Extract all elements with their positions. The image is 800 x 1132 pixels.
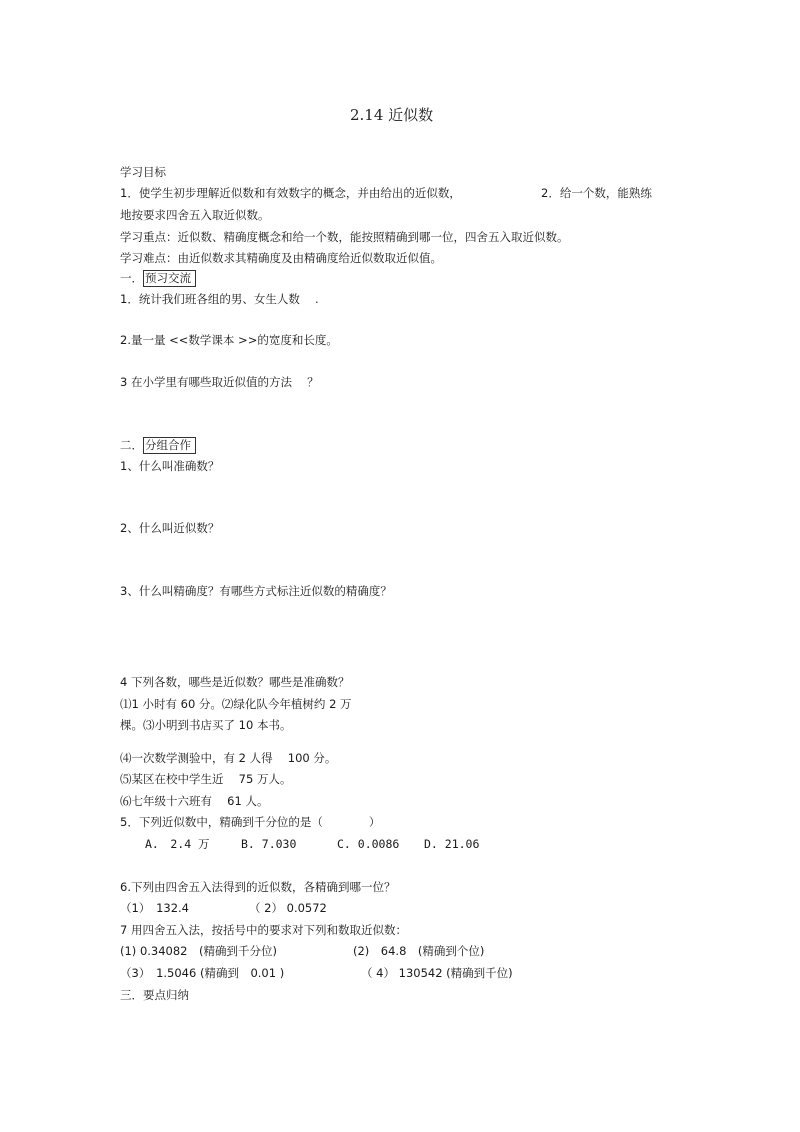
question-4-line-4: ⑸某区在校中学生近 75 万人。: [120, 772, 292, 786]
question-4-stem: 4 下列各数，哪些是近似数？哪些是准确数？: [120, 675, 350, 689]
section-1-question-3: 3 在小学里有哪些取近似值的方法 ？: [120, 375, 319, 389]
goal-2-text: 2．给一个数，能熟练: [541, 186, 652, 200]
question-7-stem: 7 用四舍五入法，按括号中的要求对下列和数取近似数：: [120, 923, 407, 937]
section-2-question-2: 2、什么叫近似数？: [120, 521, 220, 535]
key-points: 学习重点：近似数、精确度概念和给一个数，能按照精确到哪一位，四舍五入取近似数。: [120, 230, 569, 244]
difficulty-points: 学习难点：由近似数求其精确度及由精确度给近似数取近似值。: [120, 251, 442, 265]
question-5-option-c: C. 0.0086: [337, 837, 400, 851]
page-title: 2.14 近似数: [350, 106, 434, 124]
question-4-line-2: 棵。⑶小明到书店买了 10 本书。: [120, 718, 292, 732]
question-7-item-3: （3） 1.5046 (精确到 0.01 ): [120, 966, 285, 980]
section-2-prefix: 二．: [120, 438, 143, 452]
question-6-item-2: （ 2） 0.0572: [249, 901, 327, 915]
goal-1-text: 1．使学生初步理解近似数和有效数字的概念，并由给出的近似数，: [120, 186, 461, 200]
goal-2-continued: 地按要求四舍五入取近似数。: [120, 208, 270, 222]
section-2-question-1: 1、什么叫准确数？: [120, 459, 220, 473]
question-7-item-2: (2) 64.8 (精确到个位): [353, 944, 485, 958]
section-1-question-2: 2.量一量 <<数学课本 >>的宽度和长度。: [120, 333, 338, 347]
question-4-line-1: ⑴1 小时有 60 分。⑵绿化队今年植树约 2 万: [120, 697, 352, 711]
question-6-item-1: （1） 132.4: [120, 901, 189, 915]
question-5-option-d: D. 21.06: [424, 837, 480, 851]
question-5-option-b: B. 7.030: [241, 837, 297, 851]
question-4-line-3: ⑷一次数学测验中，有 2 人得 100 分。: [120, 751, 337, 765]
goals-heading: 学习目标: [120, 165, 166, 179]
question-7-item-1: (1) 0.34082 (精确到千分位): [120, 944, 277, 958]
section-2-heading: [120, 437, 196, 454]
question-4-line-5: ⑹七年级十六班有 61 人。: [120, 794, 269, 808]
section-2-question-3: 3、什么叫精确度？有哪些方式标注近似数的精确度？: [120, 584, 392, 598]
section-3-heading: 三．要点归纳: [120, 988, 189, 1002]
section-1-boxed-title: 预习交流: [143, 270, 196, 287]
section-2-boxed-title: 分组合作: [143, 437, 196, 454]
section-1-heading: [120, 270, 196, 287]
question-7-item-4: （ 4） 130542 (精确到千位): [361, 966, 513, 980]
section-1-question-1: 1．统计我们班各组的男、女生人数 .: [120, 292, 319, 306]
question-5-option-a: A. 2.4 万: [145, 837, 210, 851]
question-5-stem: 5．下列近似数中，精确到千分位的是（ ）: [120, 815, 381, 829]
question-6-stem: 6.下列由四舍五入法得到的近似数，各精确到哪一位？: [120, 880, 396, 894]
section-1-prefix: 一．: [120, 271, 143, 285]
